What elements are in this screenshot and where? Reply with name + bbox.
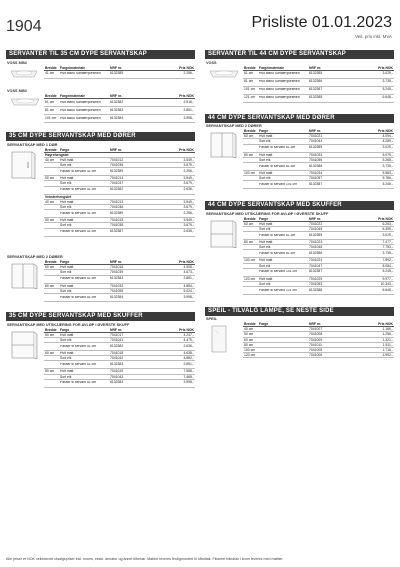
- group-title: SERVANTSKAP MED 2 DØRER: [206, 124, 262, 128]
- table-row: Passer til servant 81 cm 6132384 3.998,-: [44, 380, 195, 388]
- sink-illustration: [6, 66, 44, 88]
- table-row: 121 cm Hvit blank Sanitærporselen 6132388 6.648,-: [243, 95, 394, 103]
- table-row: Passer til servant 61 cm 6132383 2.851,-: [44, 276, 195, 284]
- price-table: [44, 94, 195, 130]
- table-row: 40 cm Hvit matt 7041013 3.549,-: [45, 199, 194, 204]
- section-title: SPEIL - TILVALG LAMPE, SE NESTE SIDE: [205, 307, 394, 316]
- table-row: Passer til servant 41 cm 6132389 2.256,-: [44, 168, 195, 176]
- table-row: 40 cm Hvit matt 7041012 3.549,-: [45, 157, 194, 162]
- mirror-illustration: [205, 322, 243, 374]
- left-column: [6, 50, 195, 404]
- price-table: [44, 66, 195, 88]
- drawer-cabinet-illustration: [205, 217, 243, 305]
- group-title: SPEIL: [206, 317, 217, 321]
- product-group: [6, 66, 195, 88]
- table-row: Sort eik 7041045 6.399,-: [243, 227, 394, 232]
- sink-illustration: [6, 94, 44, 130]
- table-header: Bredde Farge NRF nr. Pris NOK: [244, 129, 393, 133]
- table-row: 80 cm Hvit matt 7041019 7.558,-: [45, 369, 194, 374]
- group-title: SERVANTSKAP MED 2 DØRER: [7, 255, 63, 259]
- table-row: Passer til servant 81 cm 6132384 3.998,-: [44, 294, 195, 302]
- table-row: Sort eik 7041056 5.268,-: [243, 158, 394, 163]
- table-row: Sort eik 7041039 4.673,-: [44, 270, 195, 275]
- sink-illustration: [205, 66, 243, 112]
- section-title: 44 CM DYPE SERVANTSKAP MED DØRER: [205, 114, 394, 123]
- table-row: 41 cm Hvit blank Sanitærporselen 6132389 2.256,-: [44, 71, 195, 79]
- section-title: 35 CM DYPE SERVANTSKAP MED DØRER: [6, 132, 195, 141]
- product-group: [205, 322, 394, 374]
- table-row: 50 cm 7041008 1.256,-: [244, 332, 393, 337]
- table-row: 60 cm Hvit matt 7041022 6.253,-: [244, 221, 393, 226]
- table-header: Bredde Farge/materiale NRF nr. Pris NOK: [244, 65, 393, 70]
- right-column: [205, 50, 394, 374]
- cabinet-illustration: [6, 148, 44, 254]
- table-row: 60 cm Hvit matt 7041021 4.094,-: [244, 134, 393, 139]
- price-table: [243, 217, 394, 305]
- table-header: Bredde Farge/materiale NRF nr. Pris NOK: [45, 65, 194, 70]
- group-title: VOSS MINI: [7, 60, 27, 65]
- table-row: Passer til servant 51 cm 6132382 2.636,-: [44, 343, 195, 351]
- group-title: VOSS: [206, 60, 217, 65]
- table-header: Bredde Farge NRF nr. Pris NOK: [45, 260, 194, 264]
- table-row: 60 cm Hvit matt 7041018 4.638,-: [45, 351, 194, 356]
- group-title: VOSS MINI: [7, 89, 27, 93]
- table-row: Passer til servant 101 cm 6132387 5.245,-: [243, 269, 394, 277]
- hinge-label: Venstrehengslet: [45, 194, 72, 199]
- product-group: [6, 148, 195, 254]
- table-row: Passer til servant 121 cm 6132388 6.648,-: [243, 287, 394, 295]
- price-table: [243, 66, 394, 112]
- table-row: Passer til servant 61 cm 6132383 2.851,-: [44, 361, 195, 369]
- table-row: 80 cm Hvit matt 7041033 5.079,-: [244, 152, 393, 157]
- table-row: 100 cm Hvit matt 7041024 7.892,-: [244, 258, 393, 263]
- footer-note: Alle priser er NOK veiledende utsalgspriser inkl. moms, ekskl. armatur og annet tilbehør. Møbler leveres ferdigmontert til håndtak. Fikseret håndtak i krom leveres med møbler.: [6, 557, 284, 561]
- table-row: 81 cm Hvit blank Sanitærporselen 6132386 3.735,-: [243, 79, 394, 87]
- group-title: SERVANTSKAP MED UTSKJÆRING FOR AVLØP I ØVERSTE SKUFF: [7, 322, 130, 327]
- table-row: 101 cm Hvit blank Sanitærporselen 6132387 5.245,-: [243, 87, 394, 95]
- table-row: 60 cm Hvit matt 7041016 4.508,-: [45, 265, 194, 270]
- table-row: 81 cm Hvit blank Sanitærporselen 6132383 2.851,-: [44, 107, 195, 115]
- cabinet-illustration: [205, 129, 243, 199]
- table-row: 50 cm Hvit matt 7041015 3.549,-: [45, 218, 194, 223]
- product-group: [6, 260, 195, 310]
- table-row: 100 cm Hvit matt 7041034 5.583,-: [244, 170, 393, 175]
- price-table: [44, 260, 195, 310]
- table-row: 50 cm Hvit matt 7041017 4.247,-: [45, 332, 194, 337]
- table-row: 40 cm 7041007 1.166,-: [244, 327, 393, 332]
- drawer-cabinet-illustration: [6, 328, 44, 404]
- table-row: Sort eik 7041036 3.679,-: [44, 163, 195, 168]
- cabinet-illustration: [6, 260, 44, 310]
- product-group: [205, 129, 394, 199]
- table-row: Sort eik 7041057 5.786,-: [243, 176, 394, 181]
- table-row: 60 cm 7041009 1.321,-: [244, 337, 393, 342]
- group-title: SERVANTSKAP MED 1 DØR: [7, 142, 58, 147]
- table-row: Passer til servant 61 cm 6132385 3.029,-: [243, 145, 394, 153]
- price-table: [243, 322, 394, 374]
- product-group: [6, 94, 195, 130]
- table-row: Sort eik 7041041 4.479,-: [44, 338, 195, 343]
- table-row: Passer til servant 61 cm 6132385 3.029,-: [243, 232, 394, 240]
- table-row: Sort eik 7041053 10.343,-: [243, 282, 394, 287]
- table-row: Sort eik 7041047 8.084,-: [243, 264, 394, 269]
- section-title: SERVANTER TIL 44 CM DYPE SERVANTSKAP: [205, 50, 394, 59]
- table-row: 80 cm Hvit matt 7041032 4.854,-: [45, 283, 194, 288]
- section-title: 35 CM DYPE SERVANTSKAP MED SKUFFER: [6, 312, 195, 321]
- table-header: Bredde Farge NRF nr. Pris NOK: [244, 216, 393, 221]
- group-title: SERVANTSKAP MED UTSKJÆRING FOR AVLØP I ØVERSTE SKUFF: [206, 211, 329, 216]
- table-row: 61 cm Hvit blank Sanitærporselen 6132382 2.516,-: [44, 99, 195, 107]
- table-row: Sort eik 7041043 7.468,-: [44, 375, 195, 380]
- table-row: Sort eik 7041044 4.289,-: [243, 139, 394, 144]
- table-row: Passer til servant 101 cm 6132387 5.245,-: [243, 181, 394, 189]
- table-row: Passer til servant 81 cm 6132386 3.735,-: [243, 163, 394, 171]
- product-group: [205, 217, 394, 305]
- table-row: Passer til servant 41 cm 6132389 2.256,-: [44, 210, 195, 218]
- table-row: Sort eik 7041038 3.679,-: [44, 223, 195, 228]
- table-header: Bredde Farge NRF nr. Pris NOK: [45, 327, 194, 332]
- table-row: 100 cm 7041005 1.716,-: [244, 347, 393, 352]
- table-row: Passer til servant 81 cm 6132386 3.735,-: [243, 250, 394, 258]
- table-row: 50 cm Hvit matt 7041014 3.549,-: [45, 176, 194, 181]
- page-subtitle: Veil. pris inkl. MVA: [355, 34, 392, 39]
- section-title: SERVANTER TIL 35 CM DYPE SERVANTSKAP: [6, 50, 195, 59]
- table-row: 120 cm 7041006 1.992,-: [244, 353, 393, 358]
- section-title: 44 CM DYPE SERVANTSKAP MED SKUFFER: [205, 201, 394, 210]
- table-row: Sort eik 7041036 3.679,-: [44, 205, 195, 210]
- table-row: 80 cm 7041011 1.511,-: [244, 342, 393, 347]
- price-table: [44, 328, 195, 404]
- hinge-label: Høyrehengslet: [45, 152, 69, 157]
- table-row: Sort eik 7041055 5.024,-: [44, 289, 195, 294]
- table-header: Bredde Farge/materiale NRF nr. Pris NOK: [45, 94, 194, 98]
- table-row: 80 cm Hvit matt 7041023 7.477,-: [244, 240, 393, 245]
- product-group: [6, 328, 195, 404]
- page-title: Prisliste 01.01.2023: [251, 14, 392, 31]
- page-number: 1904: [6, 18, 42, 35]
- table-row: Passer til servant 51 cm 6132382 2.636,-: [44, 187, 195, 195]
- table-row: 101 cm Hvit blank Sanitærporselen 6132384 3.998,-: [44, 115, 195, 123]
- price-table: [243, 129, 394, 199]
- product-group: [205, 66, 394, 112]
- table-header: Bredde Farge NRF nr. Pris NOK: [244, 322, 393, 326]
- table-row: Sort eik 7041042 4.882,-: [44, 356, 195, 361]
- table-row: Passer til servant 51 cm 6132387 2.636,-: [44, 229, 195, 237]
- table-row: Sort eik 7041037 3.679,-: [44, 181, 195, 186]
- table-row: Sort eik 7041046 7.753,-: [243, 245, 394, 250]
- price-table: Bredde Farge NRF nr. Pris NOK Høyrehengslet 40 cm Hvit matt 7041012 3.549,- Sort eik 7041036 3.679,- Passer til servant 41 cm 6132389 2.256,- 50 cm Hvit matt 7041014 3.549,- Sort eik 7041037 3.679,- Passer til servant 51 cm 6132382 2.636,- Venstrehengslet 40 cm Hvit matt 7041013 3.549,- Sort eik 7041036 3.679,- Passer til servant 41 cm 6132389 2.256,- 50 cm Hvit matt 7041015 3.549,- Sort eik 7041038 3.679,- Passer til servant 51 cm 6132387 2.636,-: [44, 148, 195, 254]
- table-row: 120 cm Hvit matt 7041029 9.977,-: [244, 276, 393, 281]
- table-row: 61 cm Hvit blank Sanitærporselen 6132385 3.029,-: [243, 71, 394, 79]
